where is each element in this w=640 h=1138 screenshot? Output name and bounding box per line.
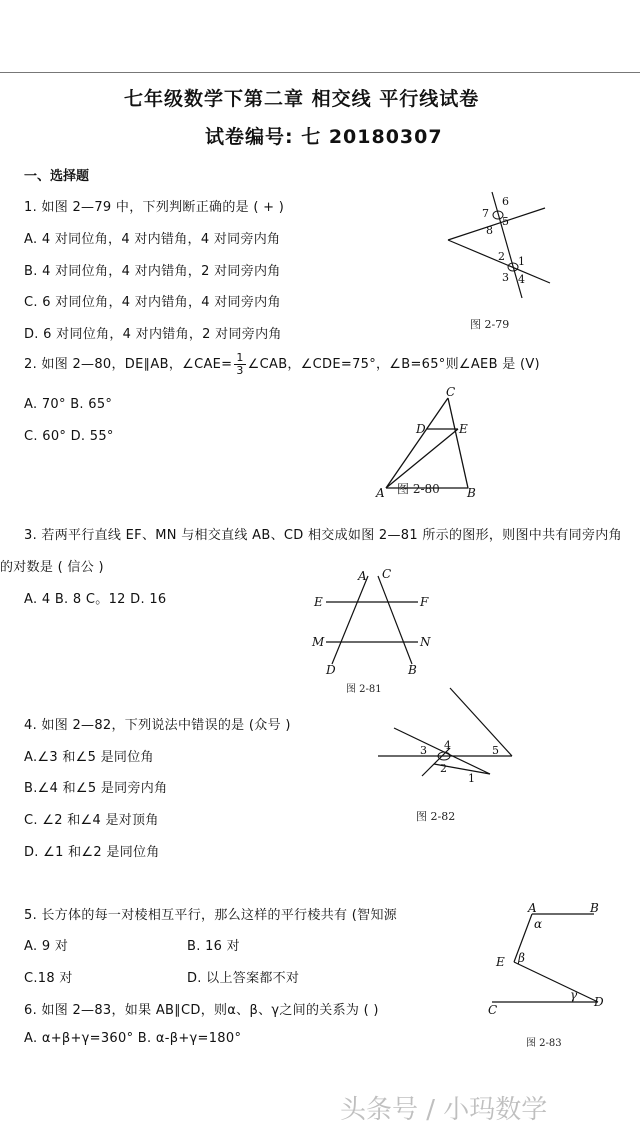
- fig79-label-3: 3: [502, 271, 509, 284]
- fig82-label-1: 1: [468, 772, 475, 785]
- q3-stem-cont: 的对数是 ( 信公 ): [0, 560, 104, 575]
- fig81-label-m: M: [312, 635, 325, 649]
- fig81-label-e: E: [314, 595, 323, 609]
- fig83-label-c: C: [488, 1003, 498, 1017]
- fig81-caption: 图 2-81: [346, 684, 382, 695]
- fig82-label-4: 4: [444, 739, 451, 752]
- q2-stem-part1: 2. 如图 2—80，DE∥AB，∠CAE=: [24, 357, 233, 372]
- top-rule: [0, 72, 640, 73]
- fig82-label-2: 2: [440, 762, 447, 775]
- fig82-caption: 图 2-82: [416, 810, 456, 823]
- fig81-label-a: A: [358, 569, 367, 583]
- fig80-label-b: B: [467, 486, 476, 500]
- fig81-label-n: N: [420, 635, 431, 649]
- section-heading: 一、选择题: [24, 169, 90, 184]
- fig81-label-d: D: [326, 663, 336, 677]
- q2-stem: [24, 352, 540, 377]
- fig83-caption: 图 2-83: [526, 1038, 562, 1049]
- q3-options: A. 4 B. 8 C。12 D. 16: [24, 592, 167, 607]
- fig81-label-b: B: [408, 663, 417, 677]
- figure-2-82: [372, 684, 532, 804]
- page-title: 七年级数学下第二章 相交线 平行线试卷: [124, 88, 480, 110]
- watermark: 头条号 / 小玛数学: [340, 1095, 548, 1125]
- figure-2-83: [484, 898, 624, 1022]
- fig83-label-e: E: [496, 955, 505, 969]
- fig83-label-d: D: [594, 995, 604, 1009]
- fig82-label-5: 5: [492, 744, 499, 757]
- fig83-label-beta: β: [518, 951, 525, 965]
- fig79-label-1: 1: [518, 255, 525, 268]
- fig81-label-f: F: [420, 595, 429, 609]
- fig81-label-c: C: [382, 567, 392, 581]
- q2-fraction: [234, 352, 245, 377]
- q5-option-c: C.18 对: [24, 971, 73, 986]
- q1-stem: 1. 如图 2—79 中，下列判断正确的是 ( + ): [24, 200, 285, 215]
- q6-stem: 6. 如图 2—83，如果 AB∥CD，则α、β、γ之间的关系为 ( ): [24, 1003, 379, 1018]
- q1-option-d: D. 6 对同位角，4 对内错角，2 对同旁内角: [24, 327, 282, 342]
- fig79-label-5: 5: [502, 215, 509, 228]
- fig83-label-b: B: [590, 901, 599, 915]
- q5-option-d: D. 以上答案都不对: [187, 971, 300, 986]
- q1-option-a: A. 4 对同位角，4 对内错角，4 对同旁内角: [24, 232, 281, 247]
- fig79-label-7: 7: [482, 207, 489, 220]
- q4-option-c: C. ∠2 和∠4 是对顶角: [24, 813, 159, 828]
- q3-stem: 3. 若两平行直线 EF、MN 与相交直线 AB、CD 相交成如图 2—81 所示的图形，则图中共有同旁内角: [24, 528, 622, 543]
- fig82-label-3: 3: [420, 744, 427, 757]
- q5-option-a: A. 9 对: [24, 939, 69, 954]
- q4-option-a: A.∠3 和∠5 是同位角: [24, 750, 154, 765]
- q2-fraction-den: 3: [236, 364, 244, 377]
- q4-stem: 4. 如图 2—82，下列说法中错误的是 (众号 ): [24, 718, 291, 733]
- fig79-label-2: 2: [498, 250, 505, 263]
- q4-option-d: D. ∠1 和∠2 是同位角: [24, 845, 160, 860]
- exam-code: 试卷编号: 七 20180307: [205, 126, 443, 148]
- q2-options-ab: A. 70° B. 65°: [24, 397, 113, 412]
- q1-option-b: B. 4 对同位角，4 对内错角，2 对同旁内角: [24, 264, 281, 279]
- fig79-label-8: 8: [486, 224, 493, 237]
- fig79-caption: 图 2-79: [470, 318, 510, 331]
- fig83-label-alpha: α: [534, 917, 543, 931]
- q2-stem-part2: ∠CAB，∠CDE=75°，∠B=65°则∠AEB 是 (V): [247, 357, 540, 372]
- q6-options: A. α+β+γ=360° B. α-β+γ=180°: [24, 1031, 242, 1046]
- q2-options-cd: C. 60° D. 55°: [24, 429, 114, 444]
- q5-stem: 5. 长方体的每一对棱相互平行，那么这样的平行棱共有 (智知源: [24, 908, 398, 923]
- fig79-label-6: 6: [502, 195, 509, 208]
- fig79-label-4: 4: [518, 273, 525, 286]
- q5-option-b: B. 16 对: [187, 939, 240, 954]
- fig80-label-a: A: [376, 486, 385, 500]
- q4-option-b: B.∠4 和∠5 是同旁内角: [24, 781, 168, 796]
- fig83-label-a: A: [528, 901, 537, 915]
- q2-fraction-num: 1: [236, 351, 244, 364]
- q1-option-c: C. 6 对同位角，4 对内错角，4 对同旁内角: [24, 295, 281, 310]
- fig80-label-e: E: [459, 422, 468, 436]
- fig80-label-c: C: [446, 385, 456, 399]
- fig80-caption: 图 2-80: [397, 482, 440, 496]
- fig80-label-d: D: [416, 422, 426, 436]
- fig83-label-gamma: γ: [570, 988, 578, 1002]
- figure-2-81: [308, 566, 438, 678]
